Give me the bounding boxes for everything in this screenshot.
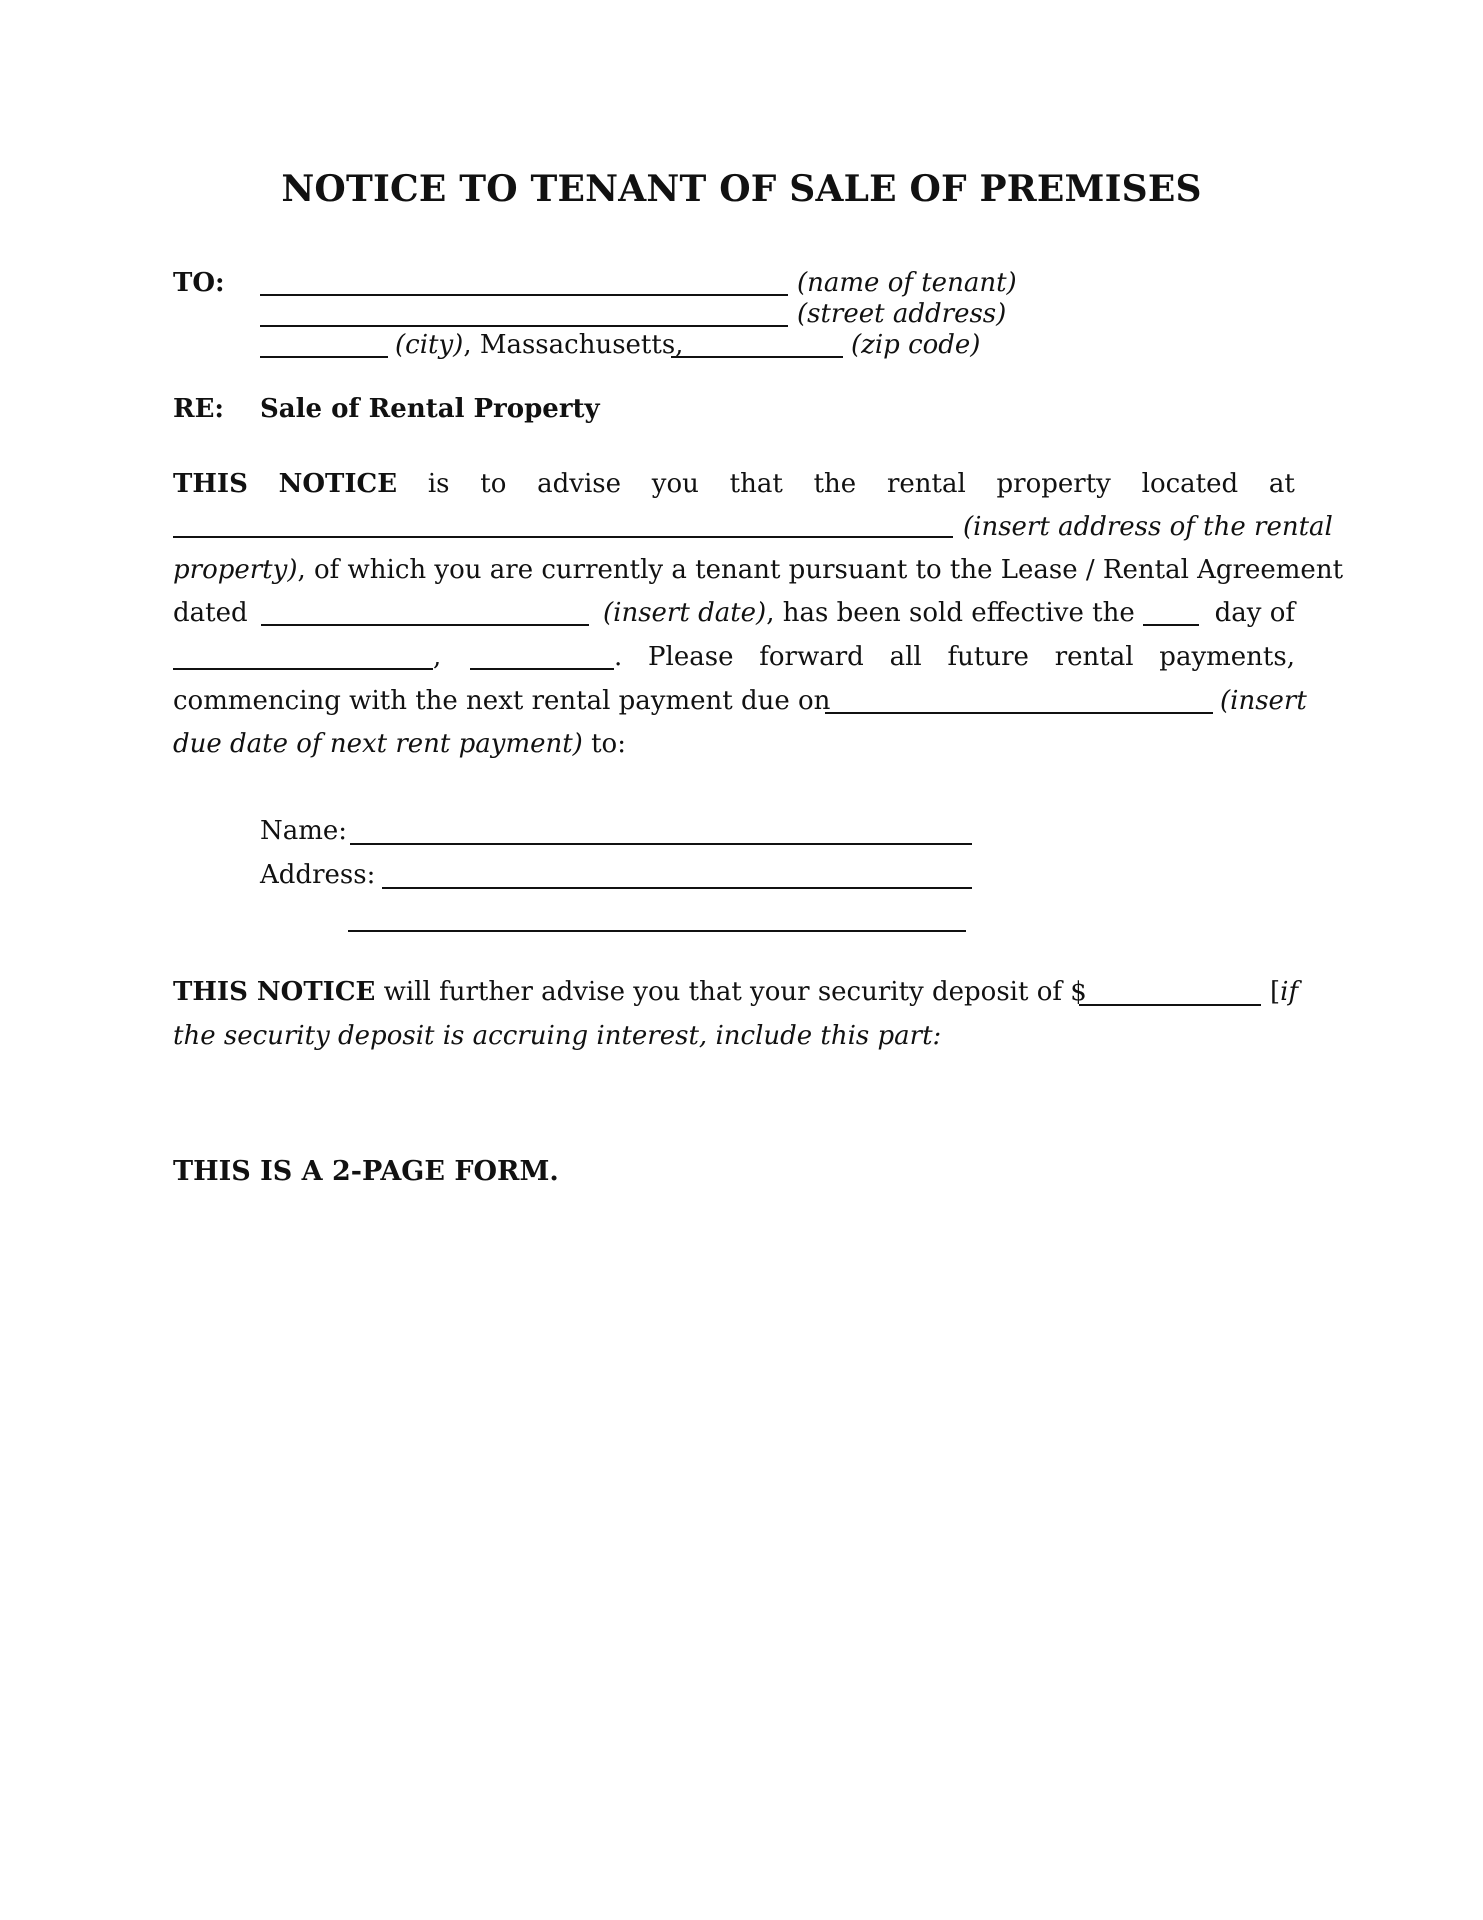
effective-month-blank[interactable] [173,668,433,670]
body-word: you [651,469,699,499]
effective-day-blank[interactable] [1143,624,1199,626]
body-word: forward [759,642,864,672]
due-date-hint: due date of next rent payment) [173,729,583,759]
deposit-line-2: the security deposit is accruing interest, include this part: [173,1021,942,1051]
body-word: the [813,469,857,499]
payee-address-label: Address: [260,860,376,890]
next-payment-date-blank[interactable] [825,712,1213,714]
body-word: to [480,469,507,499]
body-word: NOTICE [278,469,398,499]
street-address-hint: (street address) [797,299,1007,329]
body-word: advise [537,469,622,499]
deposit-lead: THIS NOTICE [173,977,376,1007]
re-subject: Sale of Rental Property [260,394,600,424]
sold-text: , has been sold effective the [766,598,1135,628]
lease-date-blank[interactable] [261,624,589,626]
body-word: payments, [1159,642,1295,672]
body-line-5 [614,642,1295,672]
body-word: is [427,469,450,499]
commencing-text: commencing with the next rental payment due on [173,686,831,716]
if-text: if [1280,977,1299,1007]
to-label: TO: [173,268,225,298]
effective-year-blank[interactable] [470,668,614,670]
body-word: that [729,469,783,499]
tenant-name-blank[interactable] [260,294,788,296]
rental-address-blank[interactable] [173,536,953,538]
body-word: located [1141,469,1239,499]
to-text: to: [582,729,626,759]
security-deposit-amount-blank[interactable] [1079,1004,1261,1006]
payee-address-blank-2[interactable] [348,930,966,932]
payee-name-blank[interactable] [350,843,972,845]
two-page-form-note: THIS IS A 2-PAGE FORM. [173,1156,559,1187]
date-sold-text [603,598,1135,628]
city-blank[interactable] [260,356,388,358]
lease-text: , of which you are currently a tenant pursuant to the Lease / Rental Agreement [297,555,1344,585]
body-word: rental [886,469,966,499]
payee-address-blank-1[interactable] [382,887,972,889]
body-line-3 [173,555,1344,585]
rental-address-hint: (insert address of the rental [963,512,1333,542]
state-text: , Massachusetts, [463,330,684,360]
zip-code-hint: (zip code) [851,330,981,360]
comma: , [433,642,442,672]
body-word: all [889,642,922,672]
city-hint: (city) [395,330,464,360]
body-word: at [1268,469,1295,499]
city-state-line [395,330,683,360]
body-word: property [996,469,1111,499]
page-title: NOTICE TO TENANT OF SALE OF PREMISES [281,168,1202,210]
dated-label: dated [173,598,248,628]
date-hint: (insert date) [603,598,767,628]
deposit-text: will further advise you that your security deposit of $ [375,977,1087,1007]
body-word: THIS [173,469,248,499]
body-word: . [614,642,623,672]
body-word: future [947,642,1029,672]
deposit-line-1 [173,977,1087,1007]
street-address-blank[interactable] [260,325,788,327]
body-word: rental [1054,642,1134,672]
tenant-name-hint: (name of tenant) [797,268,1017,298]
zip-code-blank[interactable] [671,356,843,358]
deposit-bracket [1270,977,1299,1007]
property-hint: property) [173,555,298,585]
day-of-label: day of [1214,598,1295,628]
body-line-7 [173,729,626,759]
insert-hint: (insert [1220,686,1307,716]
payee-name-label: Name: [260,816,348,846]
re-label: RE: [173,394,225,424]
body-line-1 [173,469,1295,499]
body-word: Please [648,642,734,672]
bracket: [ [1270,977,1281,1007]
